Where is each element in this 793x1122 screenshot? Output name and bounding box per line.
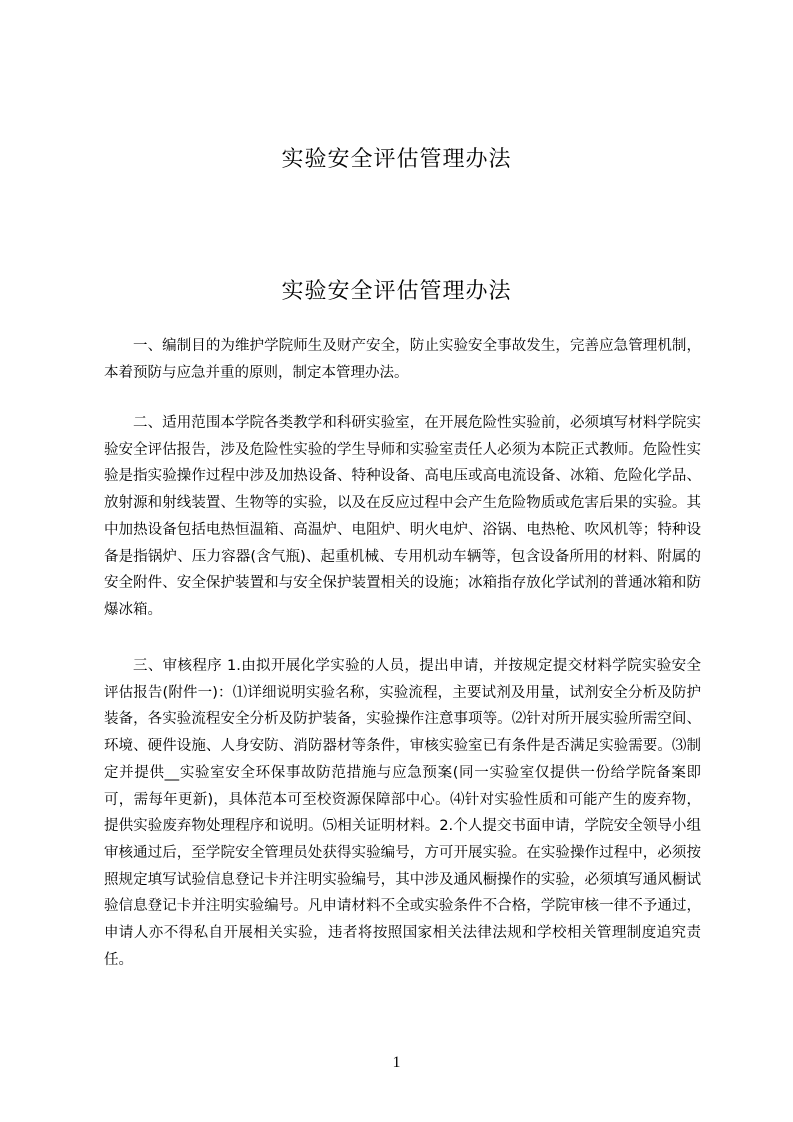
paragraph-purpose: 一、编制目的为维护学院师生及财产安全，防止实验安全事故发生，完善应急管理机制，本着预防与应急并重的原则，制定本管理办法。 [104, 338, 701, 381]
paragraph-scope: 二、适用范围本学院各类教学和科研实验室，在开展危险性实验前，必须填写材料学院实验安全评估报告，涉及危险性实验的学生导师和实验室责任人必须为本院正式教师。危险性实验是指实验操作过程中涉及加热设备、特种设备、高电压或高电流设备、冰箱、危险化学品、放射源和射线装置、生物等的实验，以及在反应过程中会产生危险物质或危害后果的实验。其中加热设备包括电热恒温箱、高温炉、电阻炉、明火电炉、浴锅、电热枪、吹风机等；特种设备是指锅炉、压力容器(含气瓶)、起重机械、专用机动车辆等，包含设备所用的材料、附属的安全附件、安全保护装置和与安全保护装置相关的设施；冰箱指存放化学试剂的普通冰箱和防爆冰箱。 [104, 415, 701, 618]
body-title: 实验安全评估管理办法 [281, 279, 512, 304]
document-title: 实验安全评估管理办法 [281, 147, 512, 172]
paragraph-review-procedure: 三、审核程序 1.由拟开展化学实验的人员，提出申请，并按规定提交材料学院实验安全评估报告(附件一)：⑴详细说明实验名称，实验流程，主要试剂及用量，试剂安全分析及防护装备，各实验流程安全分析及防护装备，实验操作注意事项等。⑵针对所开展实验所需空间、环境、硬件设施、人身安防、消防器材等条件，审核实验室已有条件是否满足实验需要。⑶制定并提供__实验室安全环保事故防范措施与应急预案(同一实验室仅提供一份给学院备案即可，需每年更新)，具体范本可至校资源保障部中心。⑷针对实验性质和可能产生的废弃物，提供实验废弃物处理程序和说明。⑸相关证明材料。2.个人提交书面申请，学院安全领导小组审核通过后，至学院安全管理员处获得实验编号，方可开展实验。在实验操作过程中，必须按照规定填写试验信息登记卡并注明实验编号，其中涉及通风橱操作的实验，必须填写通风橱试验信息登记卡并注明实验编号。凡申请材料不全或实验条件不合格，学院审核一律不予通过，申请人亦不得私自开展相关实验，违者将按照国家相关法律法规和学校相关管理制度追究责任。 [104, 658, 701, 968]
page-number: 1 [392, 1054, 401, 1071]
